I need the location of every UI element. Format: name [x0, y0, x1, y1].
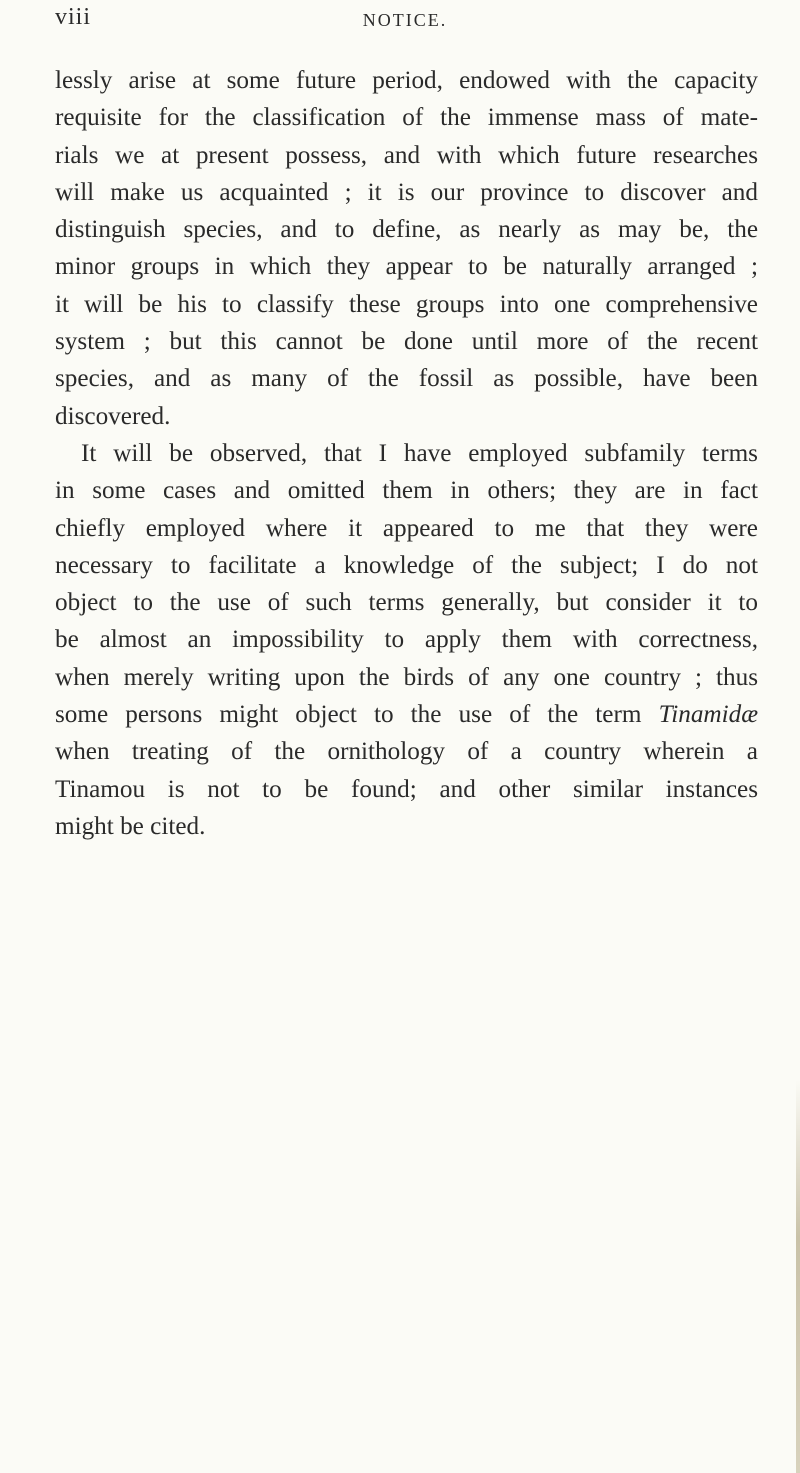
text-line: object to the use of such terms generally, but consider it to	[55, 589, 758, 617]
text-line: when treating of the ornithology of a country wherein a	[55, 738, 758, 766]
text-line: when merely writing upon the birds of any one country ; thus	[55, 663, 758, 691]
body-text	[55, 62, 758, 845]
text-line: minor groups in which they appear to be naturally arranged ;	[55, 253, 758, 281]
paragraph-start-line: It will be observed, that I have employed subfamily terms	[81, 439, 758, 467]
text-line: in some cases and omitted them in others; they are in fact	[55, 477, 758, 505]
running-title: NOTICE.	[362, 10, 448, 30]
text-line: requisite for the classification of the immense mass of mate-	[55, 104, 758, 132]
italic-term: Tinamidæ	[658, 701, 758, 729]
text-line: distinguish species, and to define, as nearly as may be, the	[55, 216, 758, 244]
running-head	[55, 4, 755, 44]
page-number: viii	[55, 4, 92, 30]
paragraph-end-line: discovered.	[55, 402, 171, 430]
text-fragment: some persons might object to the use of the term	[55, 701, 642, 729]
text-line: rials we at present possess, and with which future researches	[55, 141, 758, 169]
page-edge-shadow	[796, 1080, 800, 1473]
text-line: it will be his to classify these groups into one comprehensive	[55, 290, 758, 318]
paragraph-end-line: might be cited.	[55, 812, 206, 840]
text-line: lessly arise at some future period, endowed with the capacity	[55, 67, 758, 94]
text-line: will make us acquainted ; it is our province to discover and	[55, 178, 758, 206]
text-line: system ; but this cannot be done until more of the recent	[55, 328, 758, 356]
text-line: be almost an impossibility to apply them with correctness,	[55, 626, 758, 654]
text-line-with-term	[55, 696, 758, 733]
text-line: species, and as many of the fossil as possible, have been	[55, 365, 758, 393]
text-line: chiefly employed where it appeared to me that they were	[55, 514, 758, 542]
text-line: necessary to facilitate a knowledge of the subject; I do not	[55, 551, 758, 579]
text-line: Tinamou is not to be found; and other similar instances	[55, 775, 758, 803]
